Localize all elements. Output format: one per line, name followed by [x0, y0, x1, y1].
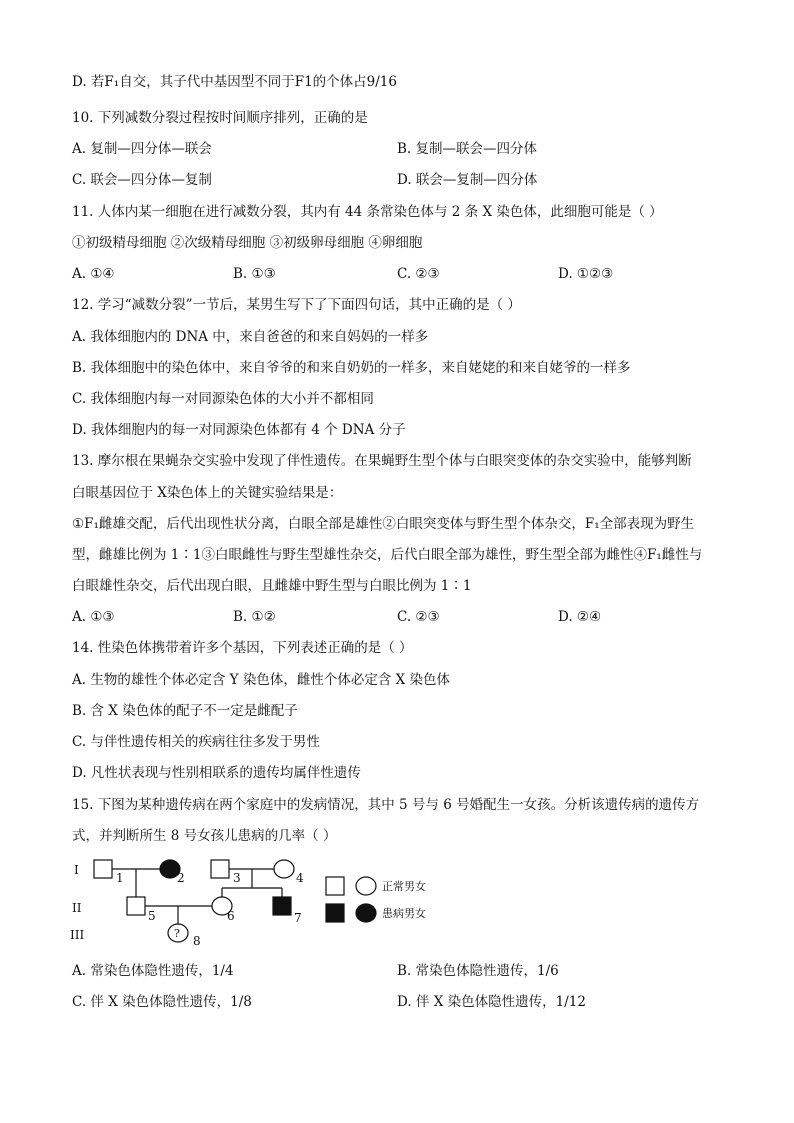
q9-option-d: D. 若F₁自交，其子代中基因型不同于F1的个体占9/16 [72, 74, 397, 90]
individual-number-2: 2 [177, 871, 185, 885]
individual-number-1: 1 [116, 871, 124, 885]
q15-option-a: A. 常染色体隐性遗传，1/4 [72, 963, 234, 979]
individual-3-normal-male [211, 860, 229, 878]
individual-1-normal-male [94, 860, 112, 878]
q14-option-d: D. 凡性状表现与性别相联系的遗传均属伴性遗传 [72, 765, 361, 781]
q15-stem-line2: 式，并判断所生 8 号女孩儿患病的几率（ ） [72, 828, 337, 844]
q15-option-b: B. 常染色体隐性遗传，1/6 [397, 963, 559, 979]
q11-option-b: B. ①③ [233, 266, 276, 282]
legend-affected-female-icon [356, 904, 376, 922]
generation-label-1: I [74, 863, 79, 877]
q12-option-b: B. 我体细胞中的染色体中，来自爷爷的和来自奶奶的一样多，来自姥姥的和来自姥爷的一样多 [72, 360, 631, 376]
generation-label-3: III [70, 928, 85, 942]
q11-choices: ①初级精母细胞 ②次级精母细胞 ③初级卵母细胞 ④卵细胞 [72, 235, 423, 251]
legend-affected-label: 患病男女 [382, 907, 426, 920]
q12-stem: 12. 学习“减数分裂”一节后，某男生写下了下面四句话，其中正确的是（ ） [72, 297, 521, 313]
individual-number-6: 6 [227, 909, 235, 923]
q13-stem-line1: 13. 摩尔根在果蝇杂交实验中发现了伴性遗传。在果蝇野生型个体与白眼突变体的杂交实验中，能够判断 [72, 453, 692, 469]
q15-stem-line1: 15. 下图为某种遗传病在两个家庭中的发病情况，其中 5 号与 6 号婚配生一女孩。分析该遗传病的遗传方 [72, 797, 700, 813]
q10-option-d: D. 联会—复制—四分体 [397, 172, 538, 188]
q13-body-line3: 白眼雄性杂交，后代出现白眼，且雌雄中野生型与白眼比例为 1∶1 [72, 578, 472, 594]
q11-option-d: D. ①②③ [558, 266, 614, 282]
q15-option-c: C. 伴 X 染色体隐性遗传，1/8 [72, 994, 252, 1010]
q10-option-b: B. 复制—联会—四分体 [397, 141, 538, 157]
legend-normal-female-icon [356, 877, 376, 895]
q12-option-a: A. 我体细胞内的 DNA 中，来自爸爸的和来自妈妈的一样多 [72, 329, 429, 345]
q15-option-d: D. 伴 X 染色体隐性遗传，1/12 [397, 994, 586, 1010]
q13-option-d: D. ②④ [558, 609, 602, 625]
q11-option-c: C. ②③ [397, 266, 440, 282]
individual-number-5: 5 [148, 909, 156, 923]
legend-normal-label: 正常男女 [382, 880, 426, 893]
generation-label-2: II [72, 901, 82, 915]
q14-stem: 14. 性染色体携带着许多个基因，下列表述正确的是（ ） [72, 640, 413, 656]
individual-4-normal-female [274, 860, 294, 878]
q14-option-a: A. 生物的雄性个体必定含 Y 染色体，雌性个体必定含 X 染色体 [72, 672, 451, 688]
individual-number-4: 4 [296, 871, 304, 885]
unknown-mark: ? [174, 927, 180, 940]
q11-option-a: A. ①④ [72, 266, 115, 282]
q13-body-line1: ①F₁雌雄交配，后代出现性状分离，白眼全部是雄性②白眼突变体与野生型个体杂交，F₁全部表现为野生 [72, 516, 695, 532]
q13-option-b: B. ①② [233, 609, 276, 625]
q11-stem: 11. 人体内某一细胞在进行减数分裂，其内有 44 条常染色体与 2 条 X 染色体，此细胞可能是（ ） [72, 204, 663, 220]
legend-normal-male-icon [326, 877, 344, 895]
individual-5-normal-male [127, 897, 145, 915]
q14-option-c: C. 与伴性遗传相关的疾病往往多发于男性 [72, 734, 320, 750]
individual-number-7: 7 [294, 911, 302, 925]
legend-affected-male-icon [326, 904, 344, 922]
pedigree-diagram [60, 850, 480, 950]
individual-number-3: 3 [233, 871, 241, 885]
q14-option-b: B. 含 X 染色体的配子不一定是雌配子 [72, 703, 298, 719]
individual-number-8: 8 [193, 934, 201, 948]
q10-option-a: A. 复制—四分体—联会 [72, 141, 212, 157]
q10-option-c: C. 联会—四分体—复制 [72, 172, 212, 188]
q12-option-d: D. 我体细胞内的每一对同源染色体都有 4 个 DNA 分子 [72, 422, 406, 438]
q13-body-line2: 型，雌雄比例为 1∶1③白眼雌性与野生型雄性杂交，后代白眼全部为雄性，野生型全部为雌性④F₁雌性与 [72, 547, 703, 563]
q13-stem-line2: 白眼基因位于 X染色体上的关键实验结果是： [72, 485, 343, 501]
q13-option-c: C. ②③ [397, 609, 440, 625]
individual-7-affected-male [273, 897, 291, 915]
q12-option-c: C. 我体细胞内每一对同源染色体的大小并不都相同 [72, 391, 374, 407]
q10-stem: 10. 下列减数分裂过程按时间顺序排列，正确的是 [72, 110, 368, 126]
q13-option-a: A. ①③ [72, 609, 115, 625]
